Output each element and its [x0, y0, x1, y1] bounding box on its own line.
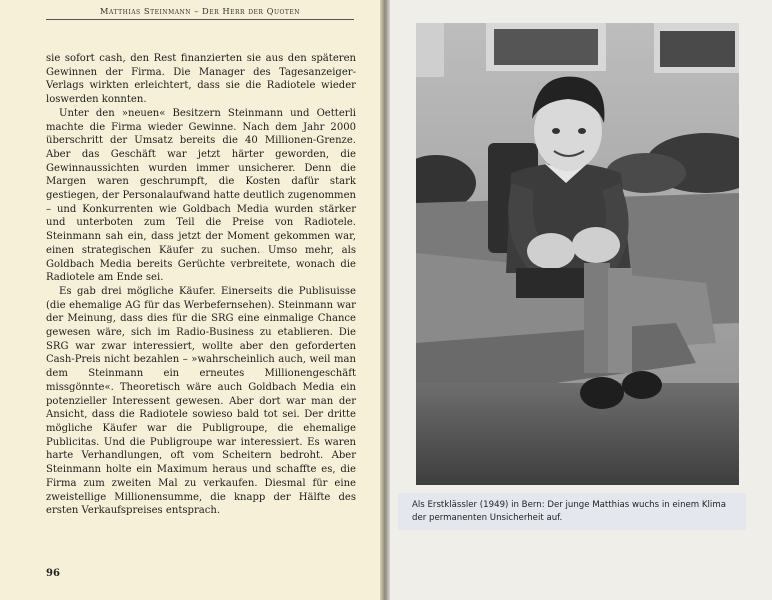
photo-caption: Als Erstklässler (1949) in Bern: Der junge Matthias wuchs in einem Klima der permanenten Unsicherheit auf.: [398, 493, 746, 530]
page-number: 96: [46, 568, 60, 579]
photo-illustration: [416, 23, 739, 485]
photo-boy-on-steps: [416, 23, 739, 485]
running-header: Matthias Steinmann – Der Herr der Quoten: [46, 6, 354, 20]
paragraph-2: Unter den »neuen« Besitzern Steinmann und Oetterli machte die Firma wieder Gewinne. Nach dem Jahr 2000 überschritt der Umsatz bereits die 40 Millionen-Grenze. Aber das Geschäft war jetzt härter geworden, die Gewinnaussichten wurden immer unsicherer. Denn die Margen waren geschrumpft, die Kosten dafür stark gestiegen, der Personalaufwand hatte deutlich zugenommen – und Konkurrenten wie Goldbach Media wurden stärker und unterboten zum Teil die Preise von Radiotele. Steinmann sah ein, dass jetzt der Moment gekommen war, einen strategischen Käufer zu suchen. Umso mehr, als Goldbach Media bereits Gerüchte verbreitete, wonach die Radiotele am Ende sei.: [46, 107, 356, 284]
paragraph-3: Es gab drei mögliche Käufer. Einerseits die Publisuisse (die ehemalige AG für das Werbefernsehen). Steinmann war der Meinung, dass dies für die SRG eine einmalige Chance gewesen wäre, sich im Radio-Business zu etablieren. Die SRG war zwar interessiert, wollte aber den geforderten Cash-Preis nicht bezahlen – »wahrscheinlich auch, weil man dem Steinmann ein erneutes Millionengeschäft missgönnte«. Theoretisch wäre auch Goldbach Media ein potenzieller Interessent gewesen. Aber dort war man der Ansicht, dass die Radiotele sowieso bald tot sei. Der dritte mögliche Käufer war die Publigroupe, die ehemalige Publicitas. Und die Publigroupe war interessiert. Es waren harte Verhandlungen, oft vom Scheitern bedroht. Aber Steinmann holte ein Maximum heraus und schaffte es, die Firma zum zweiten Mal zu verkaufen. Diesmal für eine zweistellige Millionensumme, die knapp der Hälfte des ersten Verkaufspreises entsprach.: [46, 285, 356, 517]
paragraph-1: sie sofort cash, den Rest finanzierten sie aus den späteren Gewinnen der Firma. Die Manager des Tagesanzeiger-Verlags wirkten erleichtert, dass sie die Radiotele wieder loswerden konnten.: [46, 53, 356, 106]
body-text: [46, 52, 356, 518]
left-page: [0, 0, 384, 600]
book-spine: [380, 0, 390, 600]
